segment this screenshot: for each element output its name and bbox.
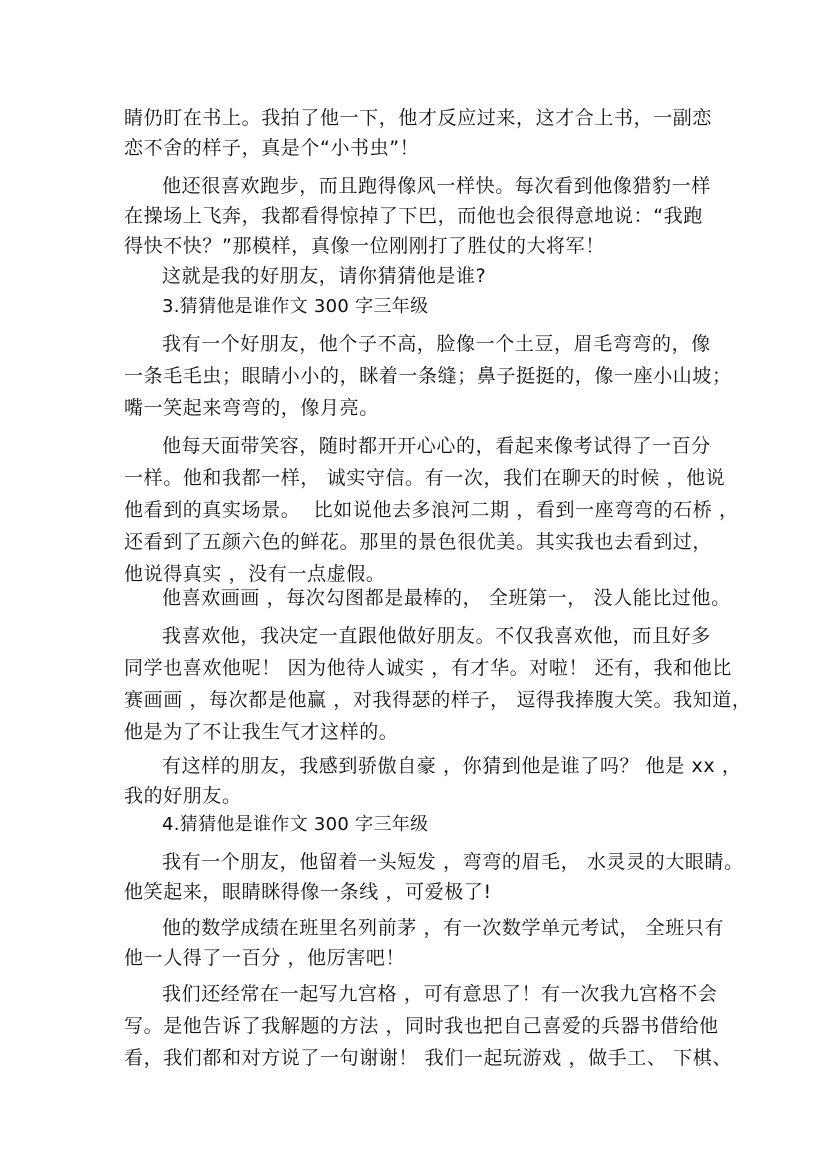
text-line: 他说得真实 ，没有一点虚假。 xyxy=(124,563,386,585)
text-line: 嘴一笑起来弯弯的，像月亮。 xyxy=(124,397,379,419)
text-line: 他是为了不让我生气才这样的。 xyxy=(124,721,399,743)
text-line: 我们还经常在一起写九宫格 ，可有意思了！有一次我九宫格不会 xyxy=(162,983,718,1005)
section-heading: 4.猜猜他是谁作文 300 字三年级 xyxy=(162,814,429,835)
text-line: 在操场上飞奔，我都看得惊掉了下巴，而他也会很得意地说：“我跑 xyxy=(124,205,703,227)
text-line: 他看到的真实场景。 比如说他去多浪河二期 ，看到一座弯弯的石桥 ， xyxy=(124,499,739,521)
text-line: 我的好朋友。 xyxy=(124,785,242,807)
text-line: 这就是我的好朋友，请你猜猜他是谁? xyxy=(162,265,487,287)
text-line: 睛仍盯在书上。我拍了他一下，他才反应过来，这才合上书，一副恋 xyxy=(124,107,713,129)
text-line: 一条毛毛虫；眼睛小小的，眯着一条缝；鼻子挺挺的，像一座小山坡； xyxy=(124,365,732,387)
text-line: 看，我们都和对方说了一句谢谢！ 我们一起玩游戏 ，做手工、 下棋、 xyxy=(124,1047,732,1069)
text-line: 同学也喜欢他呢！ 因为他待人诚实 ，有才华。对啦！ 还有，我和他比 xyxy=(124,657,732,679)
text-line: 他还很喜欢跑步，而且跑得像风一样快。每次看到他像猎豹一样 xyxy=(162,175,711,197)
text-line: 我有一个朋友，他留着一头短发 ，弯弯的眉毛， 水灵灵的大眼睛。 xyxy=(162,851,744,873)
section-heading: 3.猜猜他是谁作文 300 字三年级 xyxy=(162,296,429,317)
text-line: 他喜欢画画 ，每次勾图都是最棒的， 全班第一， 没人能比过他。 xyxy=(162,587,731,609)
text-line: 他的数学成绩在班里名列前茅 ，有一次数学单元考试， 全班只有 xyxy=(162,917,725,939)
text-line: 一样。他和我都一样， 诚实守信。有一次，我们在聊天的时候 ，他说 xyxy=(124,467,726,489)
text-line: 写。是他告诉了我解题的方法 ，同时我也把自己喜爱的兵器书借给他 xyxy=(124,1015,719,1037)
text-line: 我有一个好朋友，他个子不高，脸像一个土豆，眉毛弯弯的，像 xyxy=(162,333,711,355)
text-line: 他每天面带笑容，随时都开开心心的，看起来像考试得了一百分 xyxy=(162,435,711,457)
text-line: 恋不舍的样子，真是个“小书虫”！ xyxy=(124,137,420,159)
text-line: 赛画画 ，每次都是他赢 ，对我得瑟的样子， 逗得我捧腹大笑。我知道， xyxy=(124,689,752,711)
text-line: 我喜欢他，我决定一直跟他做好朋友。不仅我喜欢他，而且好多 xyxy=(162,625,711,647)
text-line: 他笑起来，眼睛眯得像一条线 ，可爱极了! xyxy=(124,881,492,903)
text-line: 还看到了五颜六色的鲜花。那里的景色很优美。其实我也去看到过， xyxy=(124,531,713,553)
text-line: 他一人得了一百分 ，他厉害吧！ xyxy=(124,947,406,969)
text-line: 有这样的朋友，我感到骄傲自豪 ，你猜到他是谁了吗？ 他是 xx ， xyxy=(162,755,742,777)
text-line: 得快不快？”那模样，真像一位刚刚打了胜仗的大将军！ xyxy=(124,235,605,257)
